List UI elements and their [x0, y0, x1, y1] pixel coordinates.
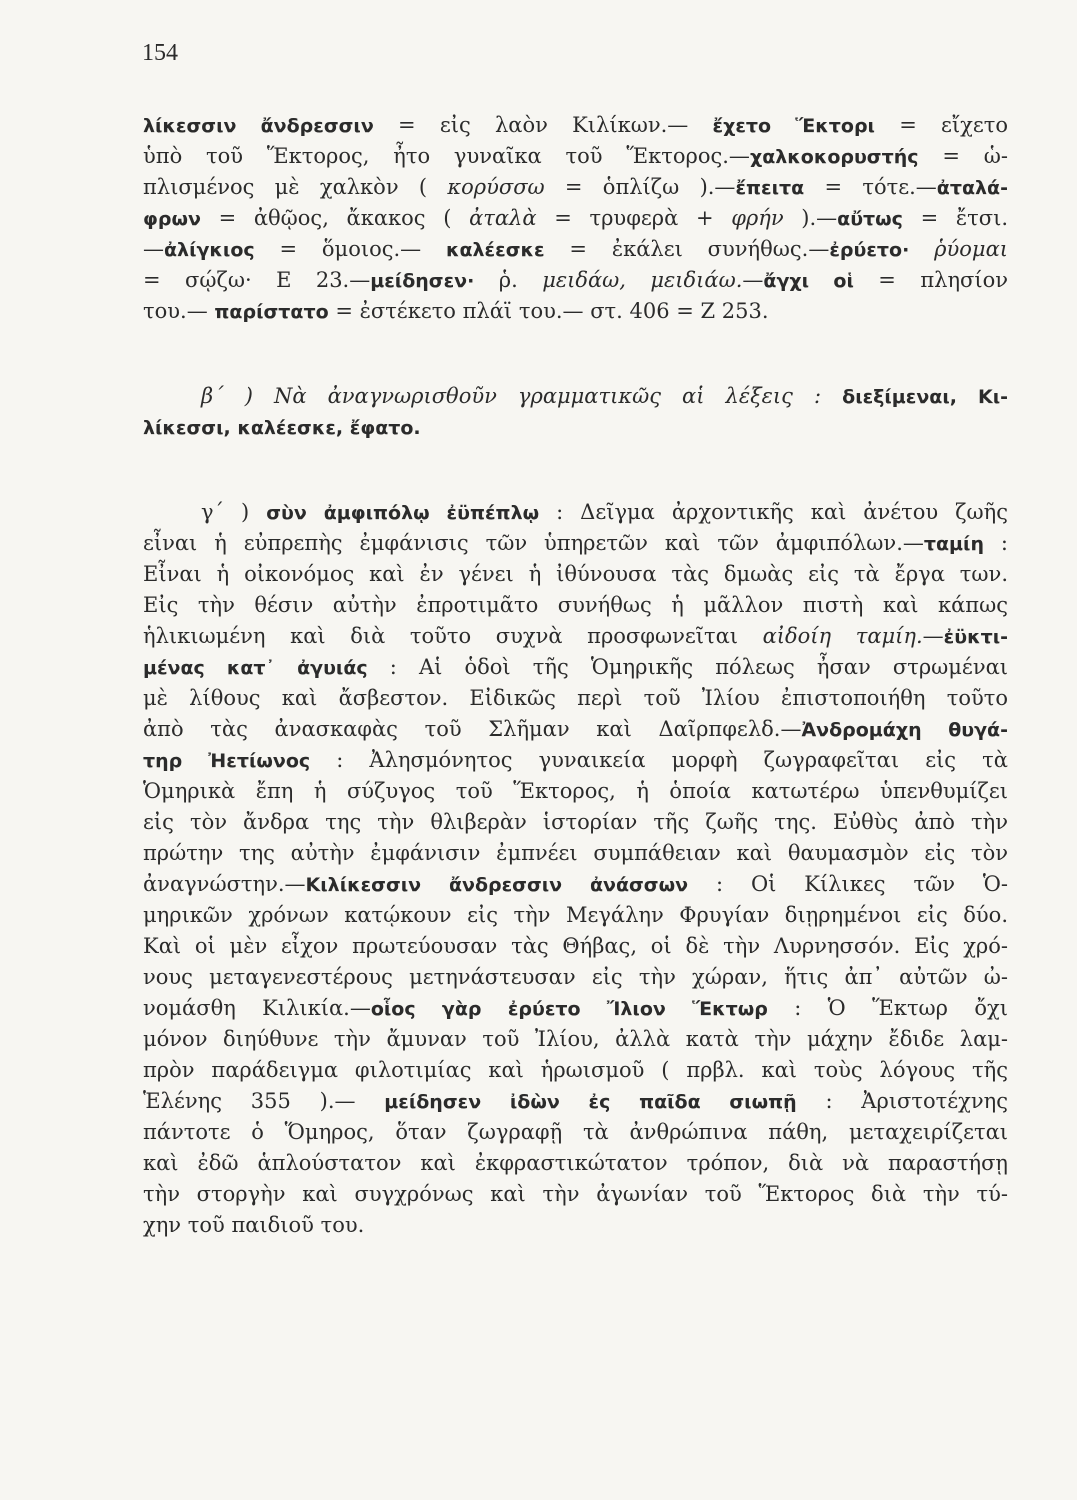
text-run: νους μεταγενεστέρους μετηνάστευσαν εἰς τὴν χώραν, ἥτις ἀπ᾽ αὐτῶν ὠ-	[143, 965, 1008, 989]
text-line	[143, 652, 1008, 683]
text-line	[143, 1055, 1008, 1086]
bold-term: Κιλίκεσσιν ἄνδρεσσιν ἀνάσσων	[305, 874, 689, 896]
text-run: = ἐστέκετο πλάϊ του.— στ. 406 = Ζ 253.	[328, 299, 769, 323]
bold-term: ἀταλά-	[936, 177, 1008, 199]
italic-text: κορύσσω	[447, 175, 545, 199]
text-line	[143, 203, 1008, 234]
text-line	[143, 776, 1008, 807]
text-line	[143, 745, 1008, 776]
bold-term: παρίστατο	[214, 301, 329, 323]
text-line	[143, 962, 1008, 993]
bold-term: ἔπειτα	[735, 177, 805, 199]
text-run: Ὁμηρικὰ ἔπη ἡ σύζυγος τοῦ Ἕκτορος, ἡ ὁποία κατωτέρω ὑπενθυμίζει	[143, 779, 1008, 803]
text-line	[143, 807, 1008, 838]
bold-term: ἔχετο Ἕκτορι	[712, 115, 875, 137]
text-run: καὶ ἐδῶ ἁπλούστατον καὶ ἐκφραστικώτατον τρόπον, διὰ νὰ παραστήσῃ	[143, 1151, 1008, 1175]
text-line	[143, 234, 1008, 265]
text-run: = ἐκάλει συνήθως.—	[544, 237, 830, 261]
text-run: πρὸν παράδειγμα φιλοτιμίας καὶ ἡρωισμοῦ ( πρβλ. καὶ τοὺς λόγους τῆς	[143, 1058, 1008, 1082]
section-gap	[143, 327, 1008, 381]
text-run: Εἰς τὴν θέσιν αὐτὴν ἐπροτιμᾶτο συνήθως ἡ μᾶλλον πιστὴ καὶ κάπως	[143, 593, 1008, 617]
text-run: χην τοῦ παιδιοῦ του.	[143, 1213, 365, 1237]
text-line	[143, 172, 1008, 203]
text-line	[143, 559, 1008, 590]
text-run: = σῴζω· Ε 23.—	[143, 268, 371, 292]
bold-term: διεξίμεναι, Κι-	[842, 386, 1008, 408]
bold-term: μείδησεν ἰδὼν ἐς παῖδα σιωπῇ	[384, 1091, 797, 1113]
bold-term: οἷος γὰρ ἐρύετο Ἴλιον Ἕκτωρ	[370, 998, 768, 1020]
text-line	[143, 869, 1008, 900]
text-run: : Οἱ Κίλικες τῶν Ὁ-	[688, 872, 1009, 896]
text-run: —	[922, 624, 944, 648]
text-run: : Ἀριστοτέχνης	[796, 1089, 1008, 1113]
text-line	[143, 931, 1008, 962]
text-run: = ὡ-	[918, 144, 1008, 168]
bold-term: φρων	[143, 208, 201, 230]
text-run: = τρυφερὰ +	[536, 206, 732, 230]
bold-term: Ἀνδρομάχη θυγά-	[801, 719, 1008, 741]
text-run: εἶναι ἡ εὐπρεπὴς ἐμφάνισις τῶν ὑπηρετῶν καὶ τῶν ἀμφιπόλων.—	[143, 531, 924, 555]
text-line	[143, 381, 1008, 412]
text-run: ἡλικιωμένη καὶ διὰ τοῦτο συχνὰ προσφωνεῖται	[143, 624, 763, 648]
text-run: = εἴχετο	[874, 113, 1008, 137]
text-run: μὲ λίθους καὶ ἄσβεστον. Εἰδικῶς περὶ τοῦ Ἰλίου ἐπιστοποιήθη τοῦτο	[143, 686, 1008, 710]
text-line	[143, 296, 1008, 327]
section-c	[143, 497, 1008, 1241]
text-line	[143, 1086, 1008, 1117]
text-line	[143, 590, 1008, 621]
text-run: μηρικῶν χρόνων κατῴκουν εἰς τὴν Μεγάλην Φρυγίαν διῃρημένοι εἰς δύο.	[143, 903, 1008, 927]
bold-term: τηρ Ἠετίωνος	[143, 750, 311, 772]
bold-term: λίκεσσι, καλέεσκε, ἔφατο.	[143, 417, 421, 439]
text-run: ὑπὸ τοῦ Ἕκτορος, ἦτο γυναῖκα τοῦ Ἕκτορος.—	[143, 144, 750, 168]
text-line	[143, 528, 1008, 559]
bold-term: σὺν ἀμφιπόλῳ ἐϋπέπλῳ	[266, 502, 540, 524]
text-run: ῥ.	[474, 268, 543, 292]
text-run	[821, 384, 842, 408]
text-line	[143, 1024, 1008, 1055]
text-run: ).—	[783, 206, 838, 230]
text-line	[143, 1210, 1008, 1241]
page-number: 154	[142, 40, 178, 66]
text-run: = ἀθῷος, ἄκακος (	[200, 206, 470, 230]
text-line	[143, 1148, 1008, 1179]
text-run: τὴν στοργὴν καὶ συγχρόνως καὶ τὴν ἀγωνίαν τοῦ Ἕκτορος διὰ τὴν τύ-	[143, 1182, 1008, 1206]
text-run: : Ὁ Ἕκτωρ ὄχι	[767, 996, 1008, 1020]
bold-term: λίκεσσιν ἄνδρεσσιν	[143, 115, 374, 137]
text-run: γ΄ )	[201, 500, 267, 524]
bold-term: καλέεσκε	[445, 239, 545, 261]
bold-term: ταμίη	[923, 533, 984, 555]
text-run: —	[742, 268, 764, 292]
text-run: : Αἱ ὁδοὶ τῆς Ὁμηρικῆς πόλεως ἦσαν στρωμέναι	[367, 655, 1008, 679]
section-gap	[143, 443, 1008, 497]
text-run: = τότε.—	[804, 175, 937, 199]
text-line	[143, 1179, 1008, 1210]
text-line	[143, 497, 1008, 528]
text-line	[143, 141, 1008, 172]
text-run: Καὶ οἱ μὲν εἶχον πρωτεύουσαν τὰς Θήβας, οἱ δὲ τὴν Λυρνησσόν. Εἰς χρό-	[143, 934, 1008, 958]
italic-text: αἰδοίη ταμίη.	[762, 624, 923, 648]
text-line	[143, 683, 1008, 714]
text-run: = πλησίον	[853, 268, 1009, 292]
text-run: : Ἀλησμόνητος γυναικεία μορφὴ ζωγραφεῖται εἰς τὰ	[310, 748, 1008, 772]
italic-text: φρήν	[731, 206, 784, 230]
bold-term: μείδησεν·	[370, 270, 475, 292]
text-run: = ὅμοιος.—	[254, 237, 446, 261]
text-run: πάντοτε ὁ Ὅμηρος, ὅταν ζωγραφῇ τὰ ἀνθρώπινα πάθη, μεταχειρίζεται	[143, 1120, 1008, 1144]
section-b	[143, 381, 1008, 443]
text-run: πλισμένος μὲ χαλκὸν (	[143, 175, 448, 199]
bold-term: ἄγχι οἱ	[763, 270, 854, 292]
text-line	[143, 714, 1008, 745]
bold-term: ἐρύετο·	[829, 239, 910, 261]
text-run: εἰς τὸν ἄνδρα της τὴν θλιβερὰν ἱστορίαν τῆς ζωῆς της. Εὐθὺς ἀπὸ τὴν	[143, 810, 1008, 834]
text-run: : Δεῖγμα ἀρχοντικῆς καὶ ἀνέτου ζωῆς	[539, 500, 1008, 524]
text-line	[143, 265, 1008, 296]
bold-term: ἀλίγκιος	[164, 239, 255, 261]
page-body	[143, 110, 1008, 1241]
text-run: νομάσθη Κιλικία.—	[143, 996, 371, 1020]
italic-text: ἀταλὰ	[469, 206, 537, 230]
bold-term: ἐϋκτι-	[943, 626, 1008, 648]
text-run: μόνον διηύθυνε τὴν ἄμυναν τοῦ Ἰλίου, ἀλλὰ κατὰ τὴν μάχην ἔδιδε λαμ-	[143, 1027, 1008, 1051]
text-run: = ἔτσι.	[902, 206, 1008, 230]
bold-term: μένας κατ᾽ ἀγυιάς	[143, 657, 368, 679]
text-line	[143, 900, 1008, 931]
text-run: Ἑλένης 355 ).—	[143, 1089, 385, 1113]
text-line	[143, 621, 1008, 652]
text-run	[909, 237, 934, 261]
section-a	[143, 110, 1008, 327]
text-run: πρώτην της αὐτὴν ἐμφάνισιν ἐμπνέει συμπάθειαν καὶ θαυμασμὸν εἰς τὸν	[143, 841, 1008, 865]
text-run: ἀναγνώστην.—	[143, 872, 306, 896]
text-run: του.—	[143, 299, 215, 323]
text-run: :	[983, 531, 1008, 555]
italic-text: ῥύομαι	[934, 237, 1008, 261]
text-run: ἀπὸ τὰς ἀνασκαφὰς τοῦ Σλῆμαν καὶ Δαῖρπφελδ.—	[143, 717, 802, 741]
bold-term: αὔτως	[837, 208, 903, 230]
text-line	[143, 110, 1008, 141]
italic-text: μειδάω, μειδιάω.	[542, 268, 743, 292]
text-line	[143, 412, 1008, 443]
text-run: Εἶναι ἡ οἰκονόμος καὶ ἐν γένει ἡ ἰθύνουσα τὰς δμωὰς εἰς τὰ ἔργα των.	[143, 562, 1008, 586]
text-run: —	[143, 237, 164, 261]
text-line	[143, 993, 1008, 1024]
text-line	[143, 838, 1008, 869]
text-run: = ὁπλίζω ).—	[544, 175, 736, 199]
bold-term: χαλκοκορυστής	[749, 146, 919, 168]
italic-text: β΄ ) Νὰ ἀναγνωρισθοῦν γραμματικῶς αἱ λέξεις :	[201, 384, 822, 408]
text-line	[143, 1117, 1008, 1148]
text-run: = εἰς λαὸν Κιλίκων.—	[373, 113, 713, 137]
